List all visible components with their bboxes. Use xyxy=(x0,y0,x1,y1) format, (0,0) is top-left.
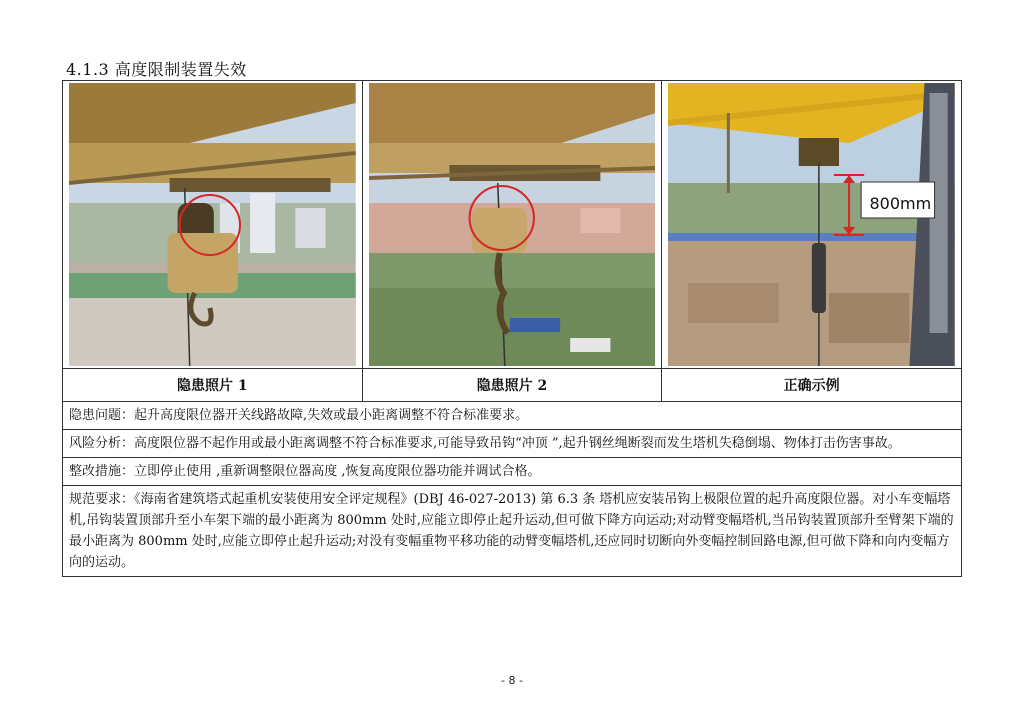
caption-row xyxy=(63,369,961,402)
hazard-table xyxy=(62,80,962,577)
photo-cell-1 xyxy=(63,81,363,368)
hazard-photo-1 xyxy=(69,83,356,366)
caption-hazard-photo-2: 隐患照片 2 xyxy=(363,369,663,401)
standard-requirements-row: 规范要求：《海南省建筑塔式起重机安装使用安全评定规程》(DBJ 46-027-2013) 第 6.3 条 塔机应安装吊钩上极限位置的起升高度限位器。对小车变幅塔机,吊钩装置顶部升至小车架下端的最小距离为 800mm 处时,应能立即停止起升运动,但可做下降方向运动;对动臂变幅塔机,当吊钩装置顶部升至臂架下端的最小距离为 800mm 处时,应能立即停止起升运动;对没有变幅重物平移功能的动臂变幅塔机,还应同时切断向外变幅控制回路电源,但可做下降和向内变幅方向的运动。 xyxy=(69,492,954,570)
rectification-measures-row: 整改措施：立即停止使用 ,重新调整限位器高度 ,恢复高度限位器功能并调试合格。 xyxy=(63,458,961,486)
correct-example-photo xyxy=(668,83,955,366)
distance-annotation: 800mm xyxy=(869,193,932,213)
caption-correct-example: 正确示例 xyxy=(783,378,840,394)
caption-hazard-photo-1: 隐患照片 1 xyxy=(63,369,363,401)
photo-cell-2 xyxy=(363,81,663,368)
photo-row xyxy=(63,81,961,369)
hazard-photo-2 xyxy=(369,83,656,366)
section-title: 4.1.3 高度限制装置失效 xyxy=(66,60,247,79)
risk-analysis-row: 风险分析：高度限位器不起作用或最小距离调整不符合标准要求,可能导致吊钩“冲顶 ”,起升钢丝绳断裂而发生塔机失稳倒塌、物体打击伤害事故。 xyxy=(63,430,961,458)
photo-cell-3 xyxy=(662,81,961,368)
page-number: - 8 - xyxy=(501,674,523,687)
hazard-problem-row: 隐患问题：起升高度限位器开关线路故障,失效或最小距离调整不符合标准要求。 xyxy=(63,402,961,430)
